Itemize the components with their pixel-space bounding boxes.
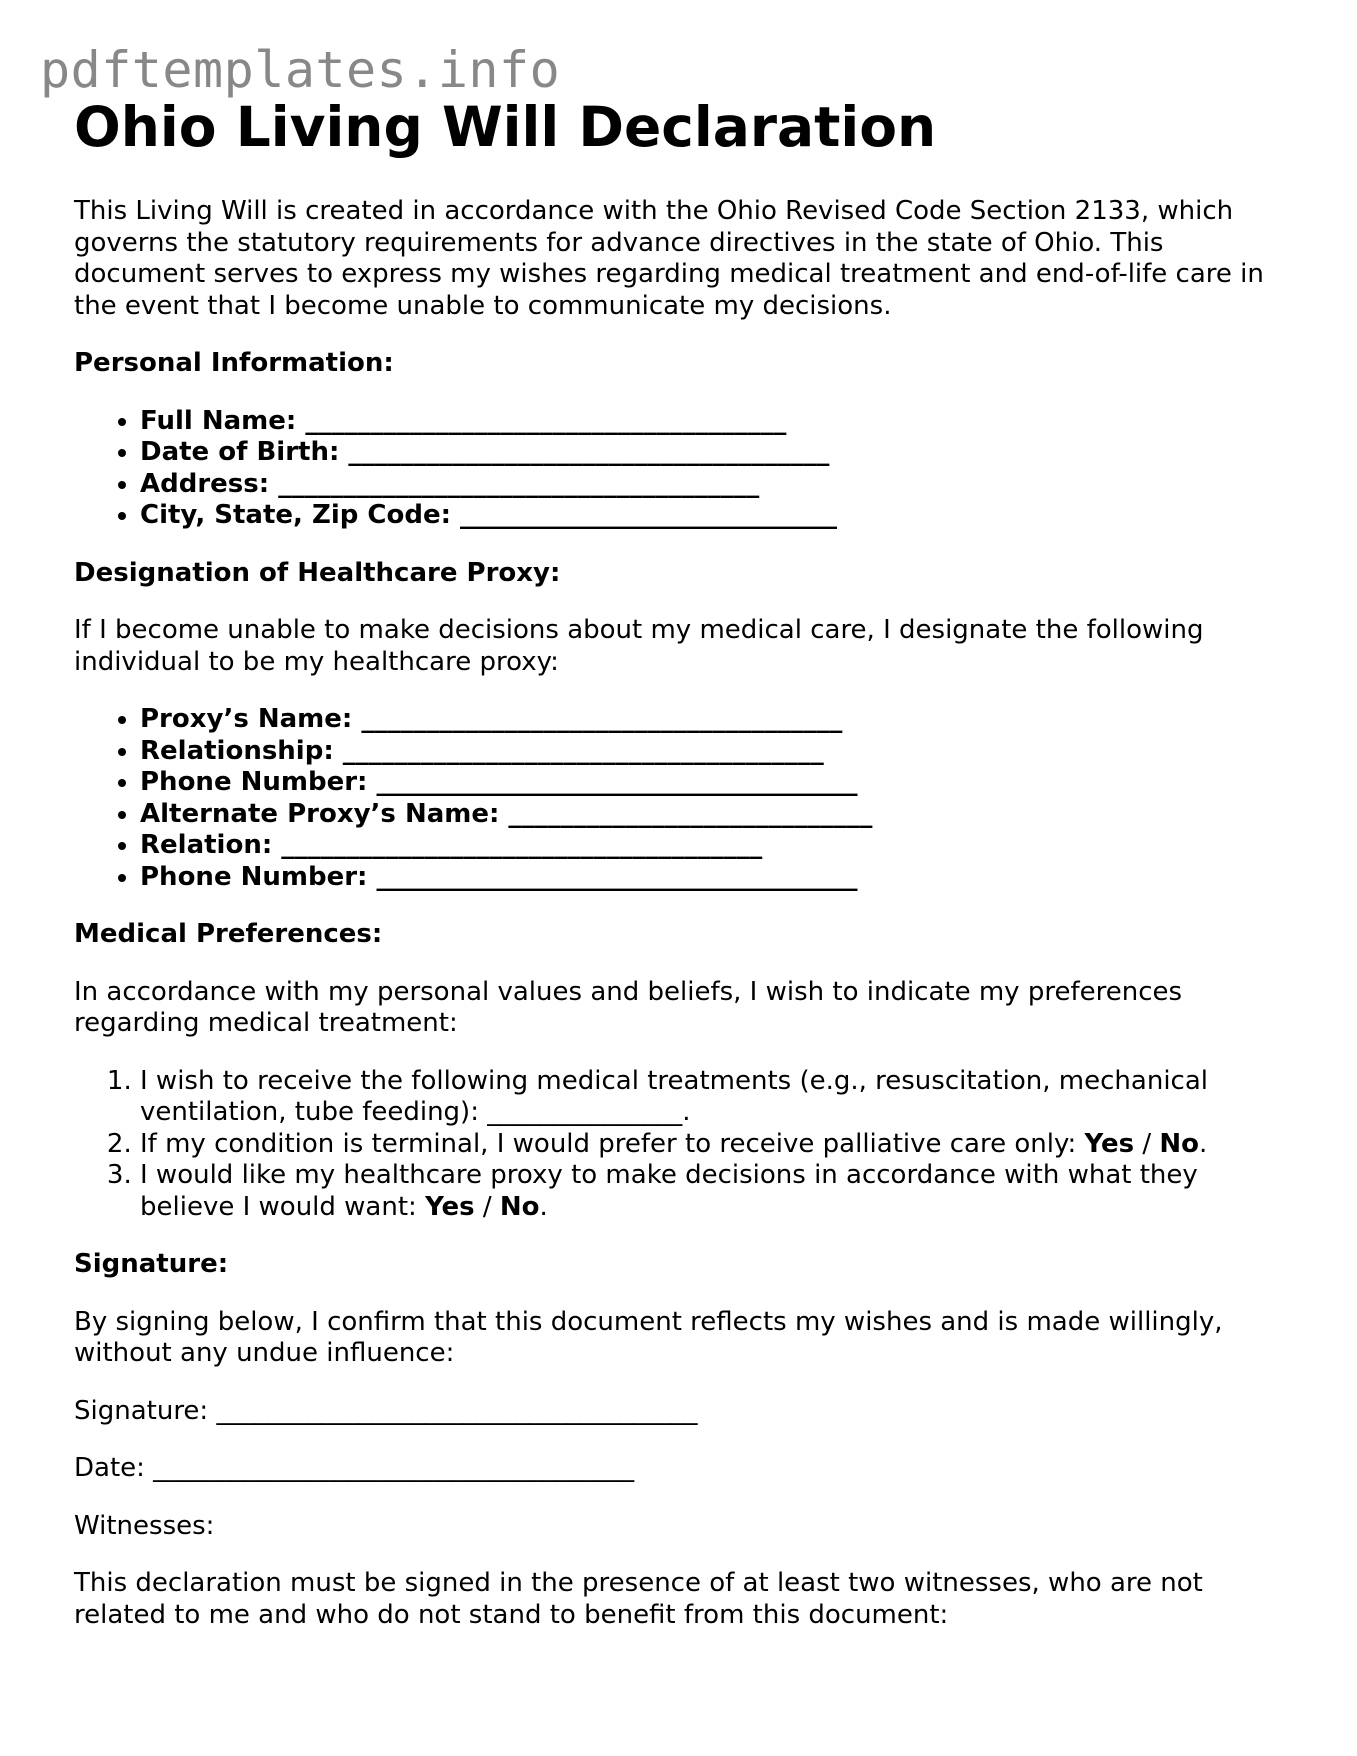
proxy-heading: Designation of Healthcare Proxy: bbox=[74, 557, 561, 588]
field-address: • Address: _____________________________________ bbox=[140, 469, 1294, 501]
medical-item-text: I wish to receive the following medical treatments (e.g., resuscitation, mechanical ventilation, tube feeding): _______________. bbox=[140, 1065, 1208, 1127]
item-end: . bbox=[1198, 1128, 1208, 1159]
date-line: Date: _____________________________________ bbox=[74, 1453, 635, 1483]
field-alternate-phone-number: • Phone Number: _____________________________________ bbox=[140, 862, 1294, 894]
medical-item-proxy-decisions bbox=[140, 1160, 1294, 1223]
medical-paragraph: In accordance with my personal values and beliefs, I wish to indicate my preferences regarding medical treatment: bbox=[74, 976, 1183, 1038]
field-relation: • Relation: _____________________________________ bbox=[140, 830, 1294, 862]
field-full-name: • Full Name: _____________________________________ bbox=[140, 406, 1294, 438]
watermark: pdftemplates.info bbox=[40, 41, 561, 99]
medical-item-palliative bbox=[140, 1129, 1294, 1161]
item-end: . bbox=[539, 1191, 548, 1222]
signature-heading: Signature: bbox=[74, 1249, 229, 1279]
medical-item-treatments bbox=[140, 1066, 1294, 1129]
proxy-list bbox=[74, 704, 1294, 893]
no-option: No bbox=[1159, 1128, 1199, 1159]
signature-paragraph: By signing below, I confirm that this document reflects my wishes and is made willingly, without any undue influence: bbox=[74, 1306, 1223, 1368]
personal-info-list bbox=[74, 406, 1294, 532]
witnesses-label: Witnesses: bbox=[74, 1510, 215, 1541]
medical-item-text: If my condition is terminal, I would prefer to receive palliative care only: bbox=[140, 1128, 1085, 1159]
personal-info-heading: Personal Information: bbox=[74, 348, 394, 378]
witnesses-paragraph: This declaration must be signed in the presence of at least two witnesses, who are not related to me and who do not stand to benefit from this document: bbox=[74, 1568, 1203, 1630]
yes-option: Yes bbox=[1084, 1128, 1135, 1159]
field-phone-number: • Phone Number: _____________________________________ bbox=[140, 767, 1294, 799]
field-date-of-birth: • Date of Birth: _____________________________________ bbox=[140, 437, 1294, 469]
yes-option: Yes bbox=[425, 1191, 475, 1222]
medical-heading: Medical Preferences: bbox=[74, 919, 383, 949]
medical-preferences-list bbox=[74, 1066, 1294, 1224]
intro-paragraph: This Living Will is created in accordance with the Ohio Revised Code Section 2133, which governs the statutory requirements for advance directives in the state of Ohio. This document serves to express my wishes regarding medical treatment and end-of-life care in the event that I become unable to communicate my decisions. bbox=[74, 196, 1264, 321]
field-city-state-zip: • City, State, Zip Code: _____________________________ bbox=[140, 500, 1294, 532]
no-option: No bbox=[499, 1191, 540, 1222]
document-page bbox=[74, 92, 1294, 1631]
option-separator: / bbox=[1134, 1128, 1160, 1159]
proxy-paragraph: If I become unable to make decisions about my medical care, I designate the following individual to be my healthcare proxy: bbox=[74, 615, 1204, 677]
signature-line: Signature: _____________________________________ bbox=[74, 1395, 698, 1426]
field-proxy-name: • Proxy’s Name: _____________________________________ bbox=[140, 704, 1294, 736]
medical-item-text: I would like my healthcare proxy to make decisions in accordance with what they believe I would want: bbox=[140, 1160, 1198, 1222]
document-title: Ohio Living Will Declaration bbox=[74, 95, 937, 159]
field-alternate-proxy-name: • Alternate Proxy’s Name: ____________________________ bbox=[140, 799, 1294, 831]
option-separator: / bbox=[474, 1191, 500, 1222]
field-relationship: • Relationship: _____________________________________ bbox=[140, 736, 1294, 768]
